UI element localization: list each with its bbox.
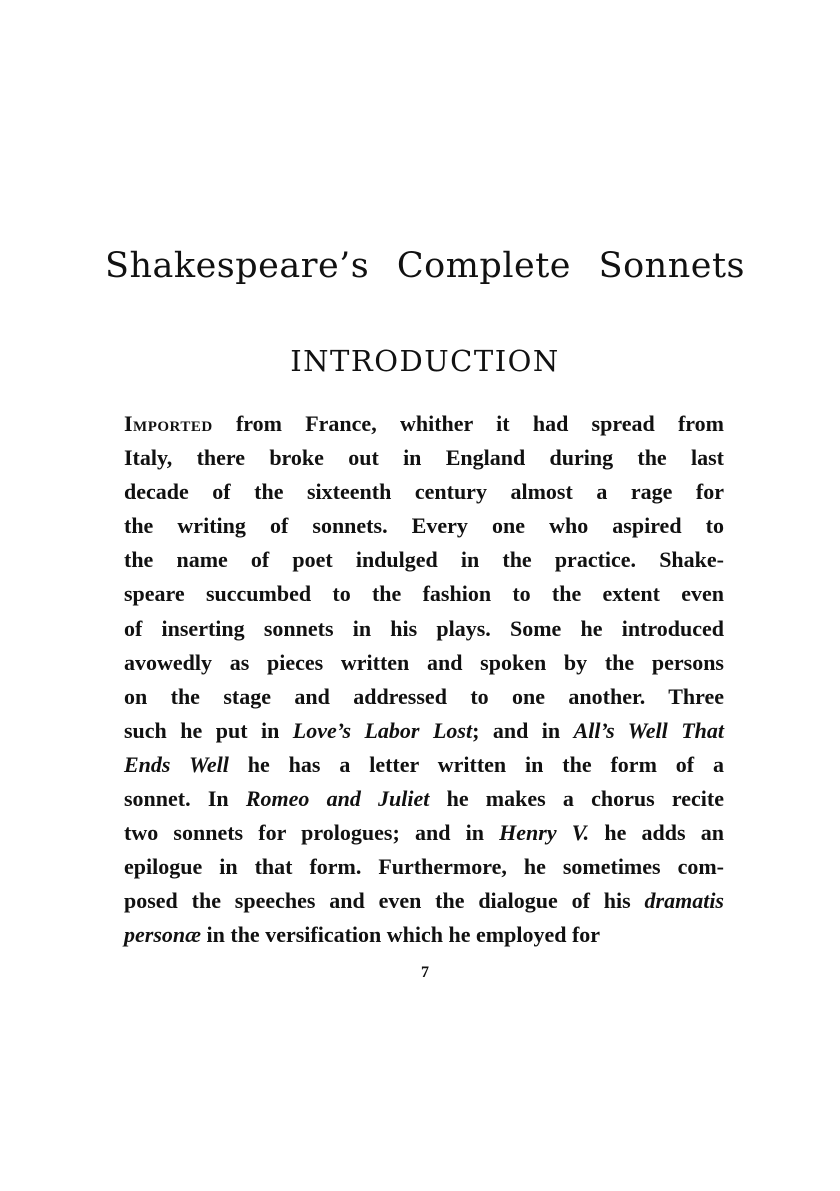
text-segment: in the versification which he employed for (201, 922, 601, 948)
section-heading: INTRODUCTION (290, 344, 560, 378)
text-segment: posed the speeches and even the dialogue of his (124, 888, 645, 914)
text-segment: from France, whither it had spread from (212, 411, 724, 436)
play-title: Romeo and Juliet (245, 786, 430, 812)
text-line: of inserting sonnets in his plays. Some he introduced (124, 615, 724, 641)
introduction-paragraph (124, 407, 724, 953)
text-line: avowedly as pieces written and spoken by the persons (124, 649, 724, 675)
page-number: 7 (421, 964, 429, 981)
text-line (124, 748, 724, 782)
text-line (124, 714, 724, 748)
text-line: decade of the sixteenth century almost a rage for (124, 479, 724, 505)
text-line (124, 884, 724, 918)
text-line (124, 918, 724, 952)
text-line (124, 816, 724, 850)
text-segment: he adds an (589, 820, 724, 846)
text-line: epilogue in that form. Furthermore, he sometimes com- (124, 854, 724, 880)
latin-phrase: dramatis (644, 888, 724, 914)
text-segment: ; and in (472, 717, 574, 743)
play-title: Henry V. (499, 820, 590, 846)
play-title: Ends Well (124, 751, 229, 777)
text-line: speare succumbed to the fashion to the extent even (124, 581, 724, 607)
text-segment: he has a letter written in the form of a (228, 751, 724, 777)
text-line: the writing of sonnets. Every one who aspired to (124, 513, 724, 539)
text-segment: he makes a chorus recite (429, 786, 724, 812)
play-title: Love’s Labor Lost (292, 717, 473, 743)
text-segment: two sonnets for prologues; and in (124, 820, 500, 846)
text-segment: sonnet. In (124, 786, 246, 812)
text-segment: such he put in (124, 717, 293, 743)
page-title: Shakespeare’s Complete Sonnets (104, 246, 746, 286)
lead-word: Imported (124, 411, 213, 436)
text-line: Italy, there broke out in England during the last (124, 445, 724, 471)
play-title: All’s Well That (573, 717, 724, 743)
text-line: the name of poet indulged in the practice. Shake- (124, 547, 724, 573)
text-line (124, 407, 724, 441)
text-line (124, 782, 724, 816)
latin-phrase: personæ (124, 922, 202, 948)
text-line: on the stage and addressed to one another. Three (124, 683, 724, 709)
